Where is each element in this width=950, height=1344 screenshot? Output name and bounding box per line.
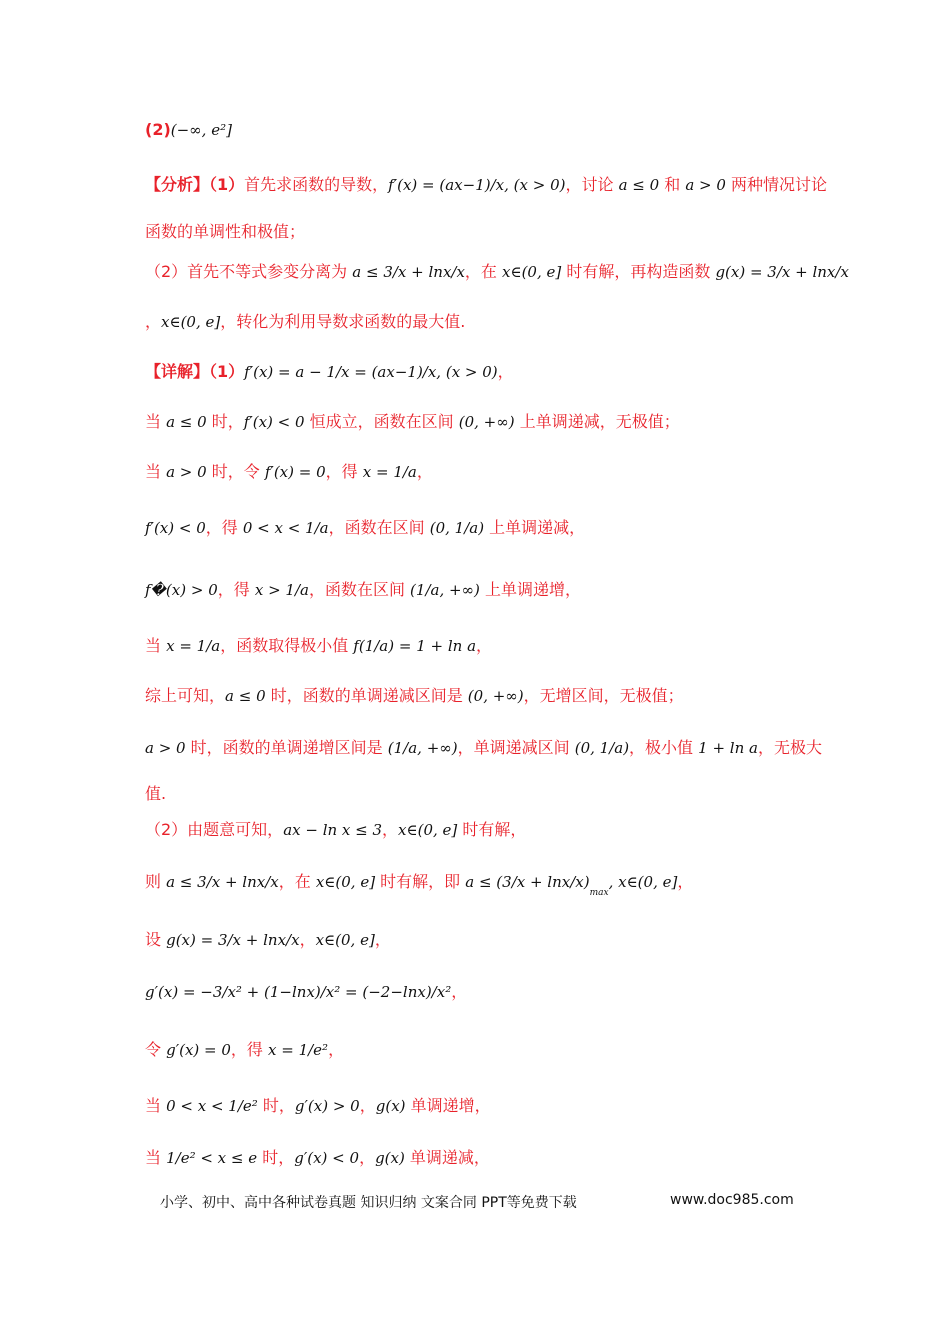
math-expression: (1/a, +∞): [410, 581, 480, 599]
body-text: ，得: [205, 518, 243, 537]
body-text: ，: [497, 362, 514, 381]
math-expression: g(x) = 3/x + lnx/x: [166, 931, 300, 949]
body-text: 时，函数的单调递减区间是: [265, 686, 468, 705]
body-text: 时，函数的单调递增区间是: [185, 738, 388, 757]
math-expression: g(x) = 3/x + lnx/x: [715, 263, 849, 281]
text-line: [145, 222, 305, 242]
text-line: [145, 175, 827, 195]
body-text: ，无增区间，无极值；: [523, 686, 684, 705]
math-expression: x∈(0, e]: [315, 931, 375, 949]
body-text: ，: [476, 636, 493, 655]
body-text: 函数的单调性和极值；: [145, 222, 306, 241]
footer: [160, 1192, 794, 1212]
text-line: [145, 518, 585, 538]
body-text: 当: [145, 1096, 167, 1115]
math-expression: f′(x) = a − 1/x = (ax−1)/x, (x > 0): [244, 363, 498, 381]
text-line: [145, 1148, 490, 1168]
body-text: ，函数取得极小值: [220, 636, 354, 655]
body-text: 则: [145, 872, 167, 891]
text-line: [145, 820, 526, 840]
footer-text: 小学、初中、高中各种试卷真题 知识归纳 文案合同 PPT等免费下载: [160, 1195, 577, 1211]
math-expression: (0, 1/a): [574, 739, 630, 757]
text-line: [145, 982, 467, 1002]
body-text: 时有解，: [457, 820, 527, 839]
math-expression: g′(x) > 0: [294, 1097, 360, 1115]
body-text: ，函数在区间: [308, 580, 411, 599]
body-text: ，函数在区间: [328, 518, 430, 537]
body-text: 时，令: [206, 462, 265, 481]
math-expression: a > 0: [685, 176, 726, 194]
math-expression: , x∈(0, e]: [608, 873, 678, 891]
body-text: ，: [374, 930, 391, 949]
math-expression: 0 < x < 1/e²: [166, 1097, 258, 1115]
text-line: [145, 636, 492, 656]
math-expression: ax − ln x ≤ 3: [283, 821, 383, 839]
math-expression: (−∞, e²]: [170, 121, 232, 139]
body-text: ，转化为利用导数求函数的最大值.: [220, 312, 466, 331]
math-expression: x = 1/a: [362, 463, 417, 481]
math-expression: a > 0: [145, 739, 186, 757]
text-line: [145, 362, 514, 382]
body-text: 恒成立，函数在区间: [304, 412, 459, 431]
math-expression: a > 0: [166, 463, 207, 481]
math-expression: (0, 1/a): [429, 519, 485, 537]
text-line: [145, 1096, 491, 1116]
text-line: [145, 686, 684, 706]
math-expression: x∈(0, e]: [161, 313, 221, 331]
body-text: ，: [328, 1040, 345, 1059]
text-line: [145, 262, 849, 282]
body-text: 两种情况讨论: [725, 175, 828, 194]
body-text: 时有解，即: [375, 872, 466, 891]
math-expression: x∈(0, e]: [398, 821, 458, 839]
body-text: ，在: [464, 262, 503, 281]
body-text: ，: [145, 312, 162, 331]
text-line: [145, 580, 581, 600]
math-expression: g(x): [375, 1097, 406, 1115]
subscript-text: max: [589, 888, 609, 898]
math-expression: f′(x) = 0: [264, 463, 326, 481]
body-text: ，: [299, 930, 316, 949]
text-line: [145, 784, 166, 804]
body-text: ，极小值: [629, 738, 699, 757]
body-text: 和: [659, 175, 686, 194]
body-text: ，得: [230, 1040, 269, 1059]
math-expression: a ≤ 0: [618, 176, 660, 194]
body-text: 当: [145, 462, 167, 481]
math-expression: g(x): [375, 1149, 405, 1167]
body-text: （2）由题意可知，: [145, 820, 284, 839]
math-expression: a ≤ 3/x + lnx/x: [352, 263, 465, 281]
math-expression: g′(x) = 0: [166, 1041, 231, 1059]
body-text: 首先求函数的导数，: [244, 175, 389, 194]
body-text: 当: [145, 636, 167, 655]
body-text: 上单调递增，: [479, 580, 581, 599]
math-expression: 1/e² < x ≤ e: [166, 1149, 258, 1167]
math-expression: f′(x) < 0: [243, 413, 305, 431]
body-text: 时，: [257, 1096, 295, 1115]
math-expression: g′(x) < 0: [294, 1149, 360, 1167]
text-line: [145, 312, 465, 332]
body-text: 时，: [206, 412, 244, 431]
body-text: ，得: [325, 462, 363, 481]
math-expression: f′(x) = (ax−1)/x, (x > 0): [388, 176, 566, 194]
body-text: 单调递减，: [404, 1148, 490, 1167]
body-text: 值.: [145, 784, 167, 803]
text-line: [145, 462, 433, 482]
body-text: ，: [359, 1096, 376, 1115]
body-text: ，: [451, 982, 468, 1001]
text-line: [145, 412, 680, 432]
math-expression: a ≤ (3/x + lnx/x): [465, 873, 590, 891]
math-expression: f(1/a) = 1 + ln a: [353, 637, 477, 655]
body-text: 单调递增，: [405, 1096, 491, 1115]
text-line: [145, 1040, 344, 1060]
math-expression: x = 1/a: [166, 637, 221, 655]
body-text: 令: [145, 1040, 167, 1059]
body-text: 设: [145, 930, 167, 949]
body-text: ，: [382, 820, 399, 839]
section-label: 【分析】（1）: [145, 175, 245, 194]
math-expression: x∈(0, e]: [502, 263, 562, 281]
math-expression: g′(x) = −3/x² + (1−lnx)/x² = (−2−lnx)/x²: [145, 983, 452, 1001]
body-text: ，: [416, 462, 433, 481]
body-text: ，: [359, 1148, 376, 1167]
section-label: (2): [145, 120, 171, 139]
math-expression: f�(x) > 0: [145, 581, 218, 599]
body-text: 综上可知，: [145, 686, 226, 705]
math-expression: (0, +∞): [467, 687, 524, 705]
text-line: [145, 872, 693, 903]
math-expression: 0 < x < 1/a: [242, 519, 329, 537]
body-text: ，讨论: [565, 175, 619, 194]
text-line: [145, 738, 822, 758]
text-line: [145, 120, 232, 140]
body-text: 上单调递减，无极值；: [514, 412, 680, 431]
body-text: ，得: [217, 580, 255, 599]
body-text: 当: [145, 1148, 167, 1167]
body-text: 当: [145, 412, 167, 431]
body-text: ，单调递减区间: [457, 738, 575, 757]
body-text: ，在: [278, 872, 316, 891]
body-text: （2）首先不等式参变分离为: [145, 262, 353, 281]
body-text: ，: [677, 872, 694, 891]
section-label: 【详解】（1）: [145, 362, 245, 381]
math-expression: (0, +∞): [458, 413, 515, 431]
body-text: 上单调递减，: [484, 518, 586, 537]
math-expression: x = 1/e²: [268, 1041, 329, 1059]
math-expression: a ≤ 0: [225, 687, 266, 705]
math-expression: x∈(0, e]: [315, 873, 376, 891]
math-expression: x > 1/a: [254, 581, 309, 599]
math-expression: a ≤ 3/x + lnx/x: [166, 873, 279, 891]
math-expression: f′(x) < 0: [145, 519, 206, 537]
footer-url: www.doc985.com: [670, 1192, 794, 1208]
math-expression: (1/a, +∞): [387, 739, 458, 757]
body-text: 时，: [257, 1148, 295, 1167]
text-line: [145, 930, 391, 950]
math-expression: a ≤ 0: [166, 413, 207, 431]
body-text: 时有解，再构造函数: [561, 262, 716, 281]
body-text: ，无极大: [757, 738, 822, 757]
math-expression: 1 + ln a: [698, 739, 758, 757]
